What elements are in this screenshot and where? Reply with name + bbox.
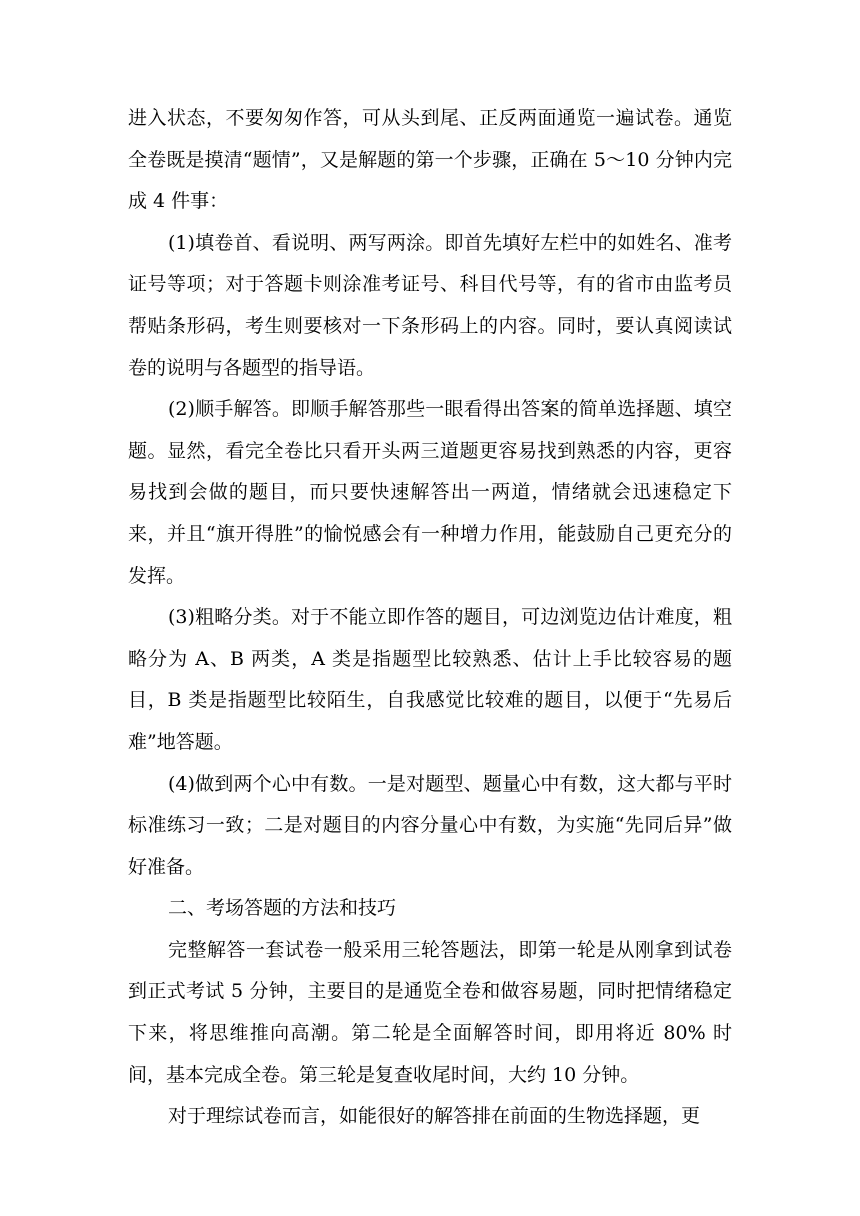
paragraph-item-1: (1)填卷首、看说明、两写两涂。即首先填好左栏中的如姓名、准考证号等项；对于答题卡则涂准考证号、科目代号等，有的省市由监考员帮贴条形码，考生则要核对一下条形码上的内容。同时，要认真阅读试卷的说明与各题型的指导语。 <box>128 231 732 379</box>
section-heading: 二、考场答题的方法和技巧 <box>168 897 397 920</box>
paragraph-three-rounds: 完整解答一套试卷一般采用三轮答题法，即第一轮是从刚拿到试卷到正式考试 5 分钟，主要目的是通览全卷和做容易题，同时把情绪稳定下来，将思维推向高潮。第二轮是全面解答时间，即用将近 80% 时间，基本完成全卷。第三轮是复查收尾时间，大约 10 分钟。 <box>128 938 732 1086</box>
paragraph-item-3: (3)粗略分类。对于不能立即作答的题目，可边浏览边估计难度，粗略分为 A、B 两类，A 类是指题型比较熟悉、估计上手比较容易的题目，B 类是指题型比较陌生，自我感觉比较难的题目，以便于“先易后难”地答题。 <box>128 606 732 753</box>
document-page <box>128 98 732 1138</box>
paragraph-science-paper: 对于理综试卷而言，如能很好的解答排在前面的生物选择题，更 <box>168 1105 701 1128</box>
paragraph-item-2: (2)顺手解答。即顺手解答那些一眼看得出答案的简单选择题、填空题。显然，看完全卷比只看开头两三道题更容易找到熟悉的内容，更容易找到会做的题目，而只要快速解答出一两道，情绪就会迅速稳定下来，并且“旗开得胜”的愉悦感会有一种增力作用，能鼓励自己更充分的发挥。 <box>128 398 732 587</box>
paragraph-item-4: (4)做到两个心中有数。一是对题型、题量心中有数，这大都与平时标准练习一致；二是对题目的内容分量心中有数，为实施“先同后异”做好准备。 <box>128 772 732 878</box>
paragraph-intro: 进入状态，不要匆匆作答，可从头到尾、正反两面通览一遍试卷。通览全卷既是摸清“题情”，又是解题的第一个步骤，正确在 5～10 分钟内完成 4 件事： <box>128 107 732 213</box>
